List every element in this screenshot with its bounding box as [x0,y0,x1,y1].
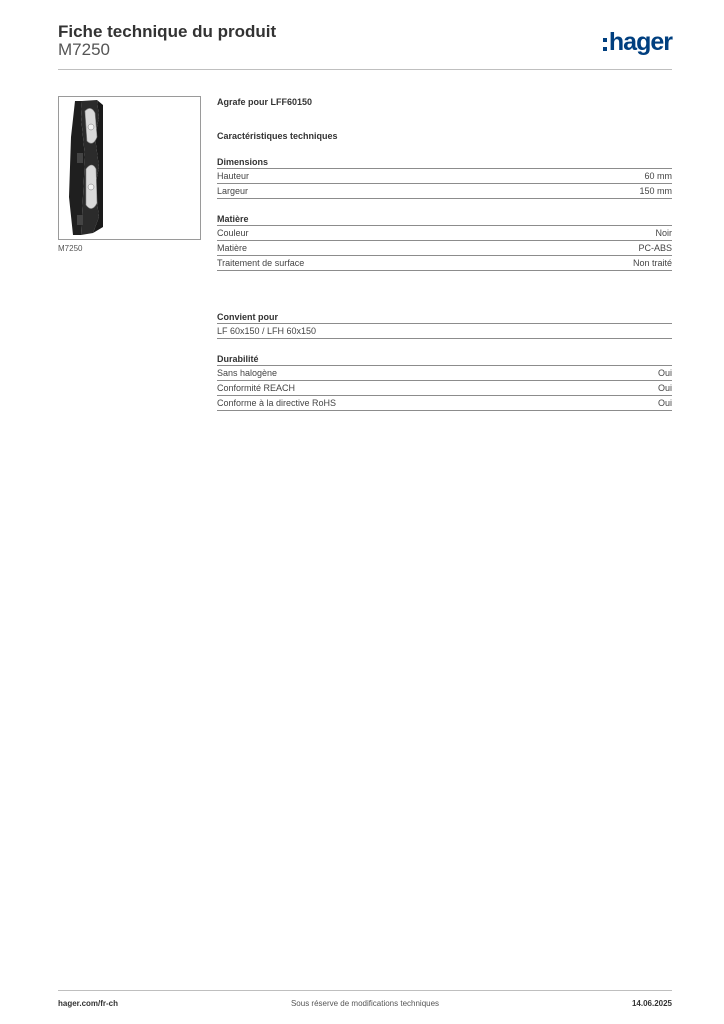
footer-notice: Sous réserve de modifications techniques [290,999,440,1008]
spec-label: Hauteur [217,171,250,181]
logo-dots-icon [603,38,607,51]
section-durabilite [217,353,672,411]
section-title: Matière [217,213,672,226]
hager-logo [603,28,672,56]
spec-value: Oui [657,398,672,408]
spec-value: 150 mm [639,186,672,196]
section-convient [217,311,672,339]
section-title: Dimensions [217,156,672,169]
product-name: Agrafe pour LFF60150 [217,97,313,107]
spec-value: Noir [655,228,672,238]
section-title: Convient pour [217,311,672,324]
spec-value: Oui [657,368,672,378]
document-title: Fiche technique du produit [58,22,277,41]
footer-date: 14.06.2025 [631,999,672,1008]
spec-row [217,169,672,184]
spec-value: PC-ABS [638,243,672,253]
spec-row [217,396,672,411]
spec-label: Largeur [217,186,249,196]
spec-row [217,324,672,339]
spec-heading: Caractéristiques techniques [217,131,338,141]
spec-value: Oui [657,383,672,393]
section-title: Durabilité [217,353,672,366]
clip-product-icon [59,97,200,239]
spec-row [217,226,672,241]
footer-website-link[interactable]: hager.com/fr-ch [58,999,119,1008]
spec-content [217,96,672,411]
spec-row [217,366,672,381]
image-caption: M7250 [58,244,83,253]
spec-row [217,241,672,256]
section-matiere [217,213,672,271]
spec-label: Conforme à la directive RoHS [217,398,337,408]
spec-label: LF 60x150 / LFH 60x150 [217,326,317,336]
spec-label: Conformité REACH [217,383,296,393]
spec-row [217,256,672,271]
spec-row [217,381,672,396]
product-image [58,96,201,240]
logo-text: hager [608,28,672,56]
product-reference: M7250 [58,40,110,59]
spec-row [217,184,672,199]
spec-value: Non traité [632,258,672,268]
spec-label: Matière [217,243,248,253]
page-footer [58,990,672,1020]
spec-value: 60 mm [644,171,672,181]
spec-label: Couleur [217,228,249,238]
section-dimensions [217,156,672,199]
spec-label: Sans halogène [217,368,278,378]
page-header [58,20,672,70]
spec-label: Traitement de surface [217,258,305,268]
